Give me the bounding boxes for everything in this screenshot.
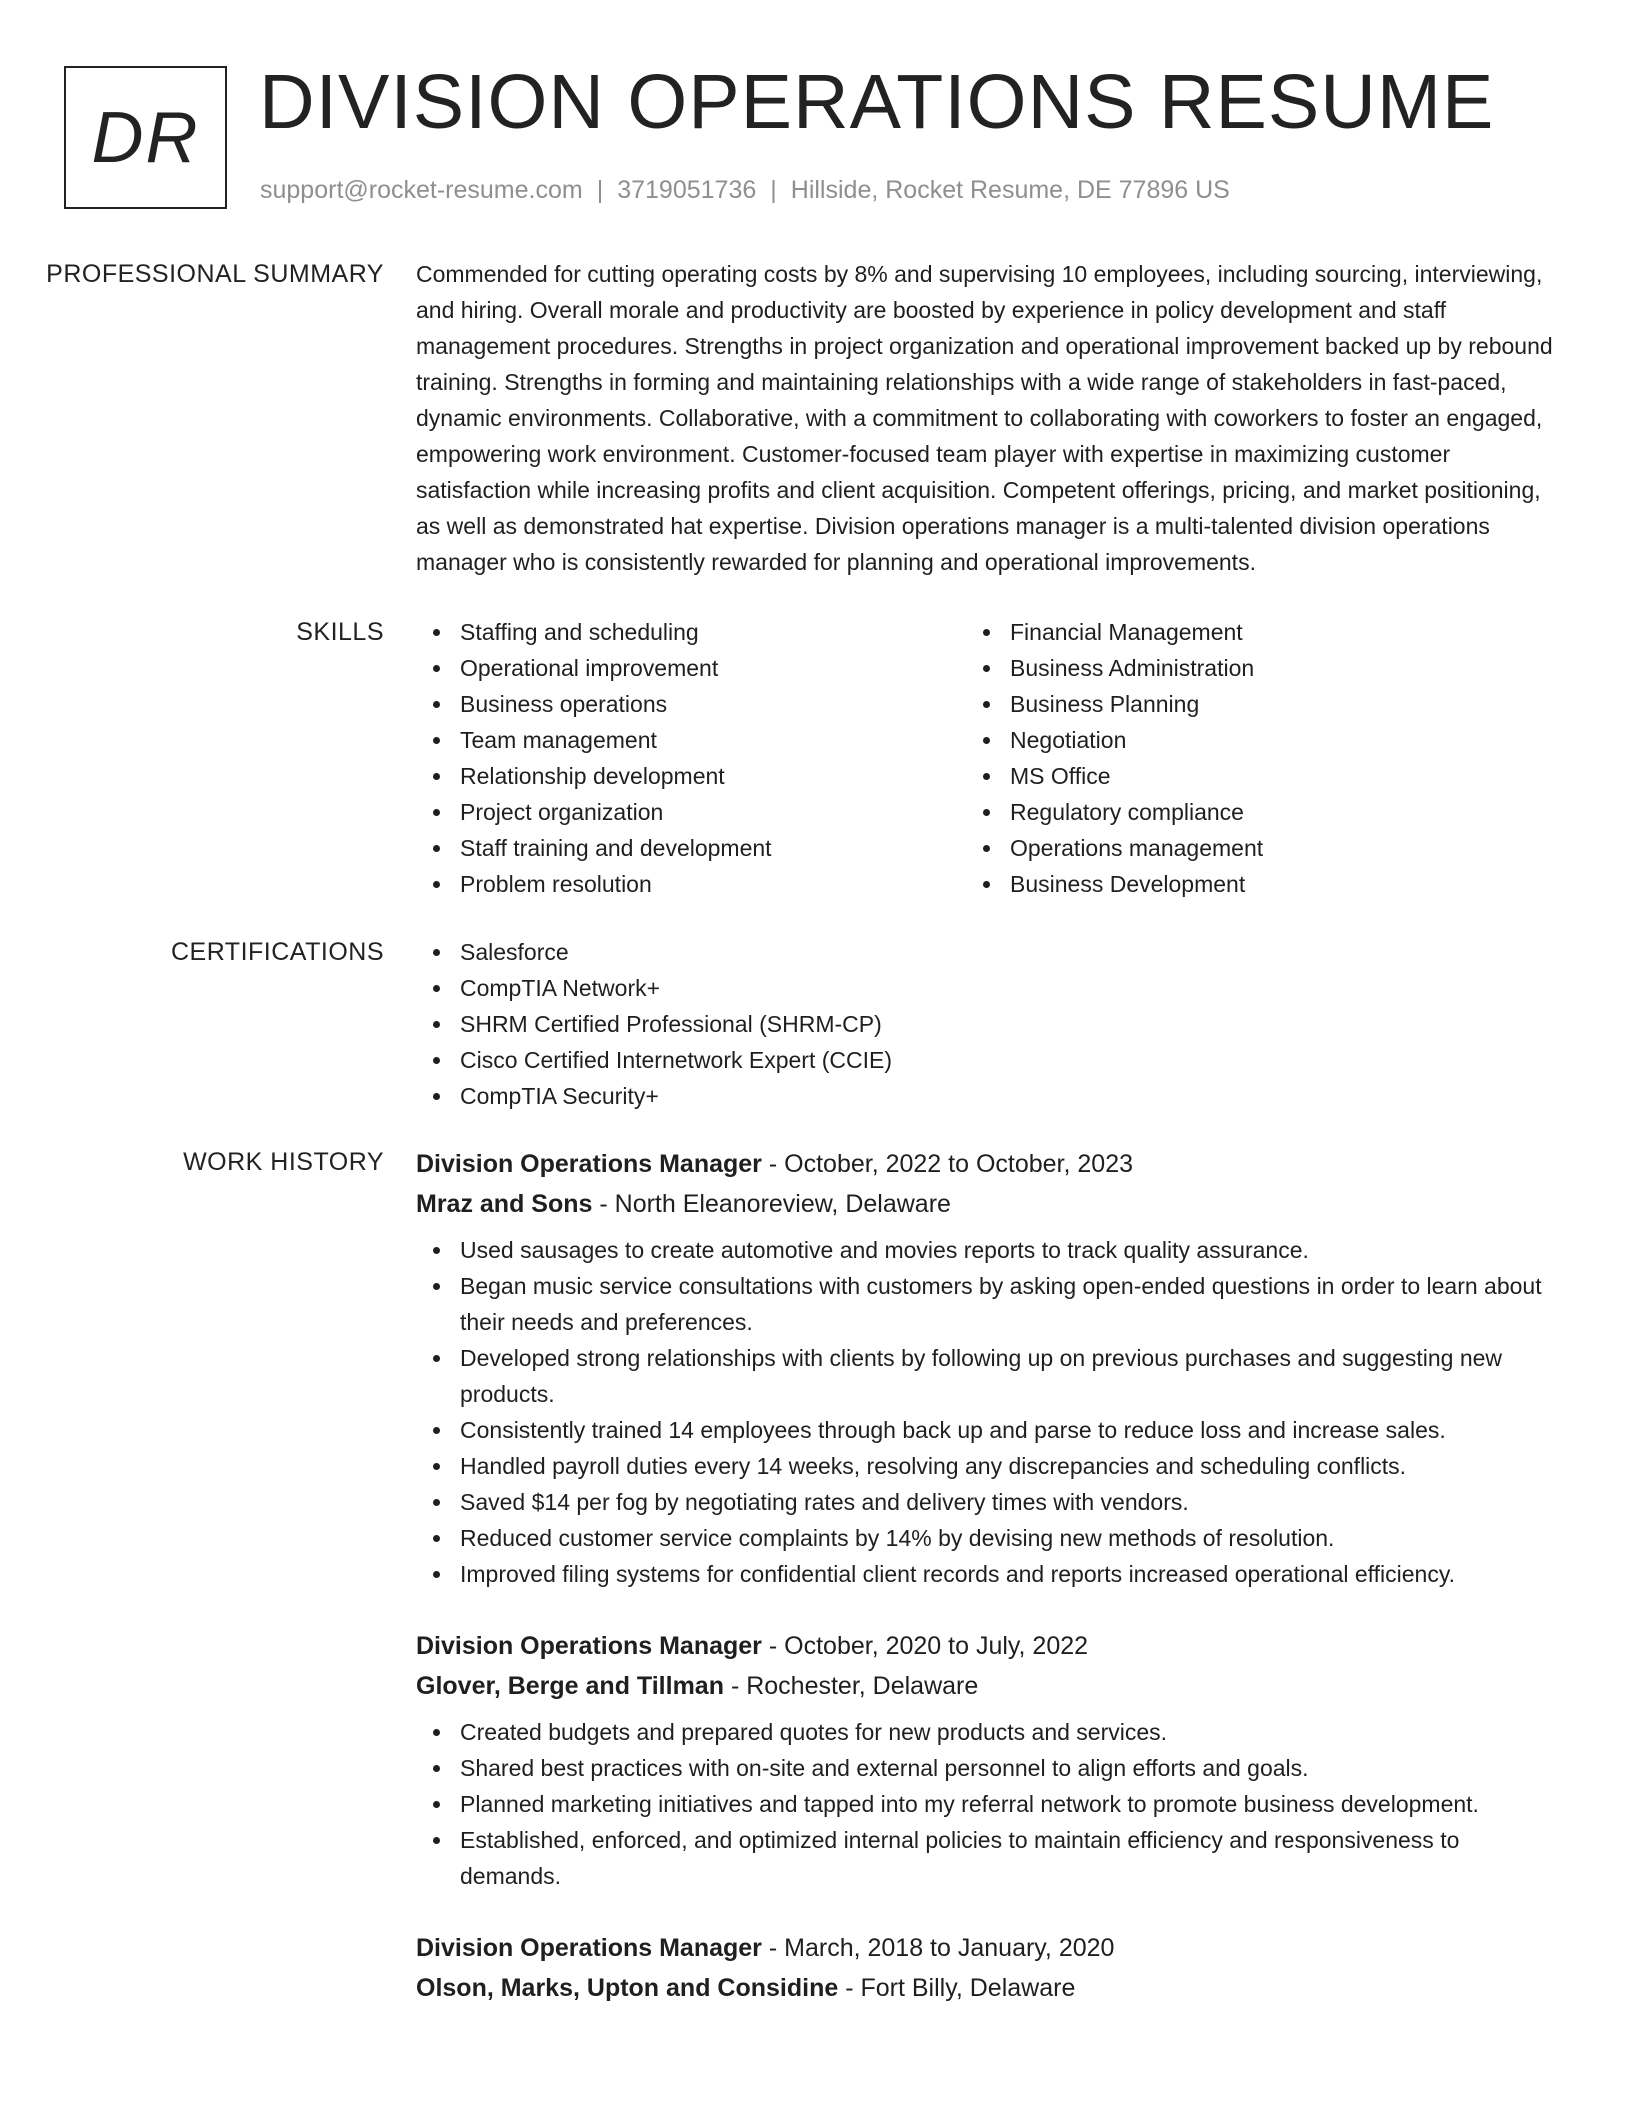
job-company: Glover, Berge and Tillman	[416, 1672, 724, 1700]
job-location: - Rochester, Delaware	[730, 1672, 979, 1700]
job-location: - North Eleanoreview, Delaware	[599, 1190, 951, 1218]
section-content	[416, 934, 1566, 1114]
job-bullet: Shared best practices with on-site and external personnel to align efforts and goals.	[416, 1750, 1566, 1786]
job-company-line	[416, 1184, 1566, 1224]
section-title: PROFESSIONAL SUMMARY	[46, 260, 384, 288]
skill-item: Business Planning	[966, 686, 1516, 722]
section-title: WORK HISTORY	[183, 1148, 384, 1176]
skill-item: Business Development	[966, 866, 1516, 902]
resume-title: DIVISION OPERATIONS RESUME	[259, 59, 1495, 145]
section-title: SKILLS	[296, 618, 384, 646]
certification-item: Cisco Certified Internetwork Expert (CCIE)	[416, 1042, 1566, 1078]
summary-section	[0, 256, 1632, 580]
job-company: Olson, Marks, Upton and Considine	[416, 1974, 839, 2002]
job-company-line	[416, 1968, 1566, 2008]
certifications-list	[416, 934, 1566, 1114]
summary-text: Commended for cutting operating costs by 8% and supervising 10 employees, including sourcing, interviewing, and hiring. Overall morale and productivity are boosted by experience in policy development and staff management procedures. Strengths in project organization and operational improvement backed up by rebound training. Strengths in forming and maintaining relationships with a wide range of stakeholders in fast-paced, dynamic environments. Collaborative, with a commitment to collaborating with coworkers to foster an engaged, empowering work environment. Customer-focused team player with expertise in maximizing customer satisfaction while increasing profits and client acquisition. Competent offerings, pricing, and market positioning, as well as demonstrated hat expertise. Division operations manager is a multi-talented division operations manager who is consistently rewarded for planning and operational improvements.	[416, 261, 1553, 575]
skills-list-right	[966, 614, 1516, 902]
skill-item: Operational improvement	[416, 650, 966, 686]
job-location: - Fort Billy, Delaware	[845, 1974, 1076, 2002]
job-bullet: Began music service consultations with customers by asking open-ended questions in order to learn about their needs and preferences.	[416, 1268, 1566, 1340]
skill-item: Problem resolution	[416, 866, 966, 902]
job-role: Division Operations Manager	[416, 1150, 762, 1178]
job-bullet: Used sausages to create automotive and movies reports to track quality assurance.	[416, 1232, 1566, 1268]
job-title-line	[416, 1144, 1566, 1184]
skill-item: Team management	[416, 722, 966, 758]
resume-body	[0, 256, 1632, 2042]
job-bullet: Saved $14 per fog by negotiating rates and delivery times with vendors.	[416, 1484, 1566, 1520]
skill-item: Business Administration	[966, 650, 1516, 686]
skill-item: Staffing and scheduling	[416, 614, 966, 650]
job-dates: - March, 2018 to January, 2020	[768, 1934, 1115, 1962]
contact-address: Hillside, Rocket Resume, DE 77896 US	[790, 176, 1230, 204]
contact-separator: |	[596, 176, 604, 204]
skills-columns	[416, 614, 1566, 902]
skills-section	[0, 614, 1632, 902]
certification-item: Salesforce	[416, 934, 1566, 970]
job-company-line	[416, 1666, 1566, 1706]
job-bullets	[416, 1714, 1566, 1894]
skill-item: Relationship development	[416, 758, 966, 794]
job-title-line	[416, 1626, 1566, 1666]
skill-item: Negotiation	[966, 722, 1516, 758]
job-dates: - October, 2020 to July, 2022	[768, 1632, 1089, 1660]
skill-item: Regulatory compliance	[966, 794, 1516, 830]
contact-separator: |	[770, 176, 777, 204]
skill-item: MS Office	[966, 758, 1516, 794]
job-entry	[416, 1928, 1566, 2008]
job-bullet: Planned marketing initiatives and tapped into my referral network to promote business development.	[416, 1786, 1566, 1822]
skill-item: Financial Management	[966, 614, 1516, 650]
skill-item: Project organization	[416, 794, 966, 830]
certification-item: CompTIA Network+	[416, 970, 1566, 1006]
job-bullet: Improved filing systems for confidential client records and reports increased operational efficiency.	[416, 1556, 1566, 1592]
section-content	[416, 1144, 1566, 2042]
contact-email: support@rocket-resume.com	[260, 176, 583, 204]
job-bullets	[416, 1232, 1566, 1592]
skills-list-left	[416, 614, 966, 902]
job-entry	[416, 1144, 1566, 1592]
job-dates: - October, 2022 to October, 2023	[768, 1150, 1133, 1178]
work-history-section	[0, 1144, 1632, 2042]
skill-item: Staff training and development	[416, 830, 966, 866]
monogram-initials: DR	[91, 97, 200, 178]
job-bullet: Developed strong relationships with clients by following up on previous purchases and suggesting new products.	[416, 1340, 1566, 1412]
job-role: Division Operations Manager	[416, 1632, 762, 1660]
job-bullet: Established, enforced, and optimized internal policies to maintain efficiency and responsiveness to demands.	[416, 1822, 1566, 1894]
certification-item: SHRM Certified Professional (SHRM-CP)	[416, 1006, 1566, 1042]
certifications-section	[0, 934, 1632, 1114]
job-company: Mraz and Sons	[416, 1190, 593, 1218]
job-title-line	[416, 1928, 1566, 1968]
section-content	[416, 614, 1566, 902]
job-role: Division Operations Manager	[416, 1934, 762, 1962]
certification-item: CompTIA Security+	[416, 1078, 1566, 1114]
contact-phone: 3719051736	[617, 176, 757, 204]
section-content	[416, 256, 1566, 580]
contact-line	[260, 176, 1230, 205]
monogram-logo	[64, 66, 227, 209]
skill-item: Operations management	[966, 830, 1516, 866]
job-bullet: Created budgets and prepared quotes for new products and services.	[416, 1714, 1566, 1750]
job-bullet: Reduced customer service complaints by 14% by devising new methods of resolution.	[416, 1520, 1566, 1556]
job-bullet: Consistently trained 14 employees through back up and parse to reduce loss and increase sales.	[416, 1412, 1566, 1448]
skill-item: Business operations	[416, 686, 966, 722]
job-entry	[416, 1626, 1566, 1894]
section-title: CERTIFICATIONS	[170, 938, 384, 966]
job-bullet: Handled payroll duties every 14 weeks, resolving any discrepancies and scheduling conflicts.	[416, 1448, 1566, 1484]
